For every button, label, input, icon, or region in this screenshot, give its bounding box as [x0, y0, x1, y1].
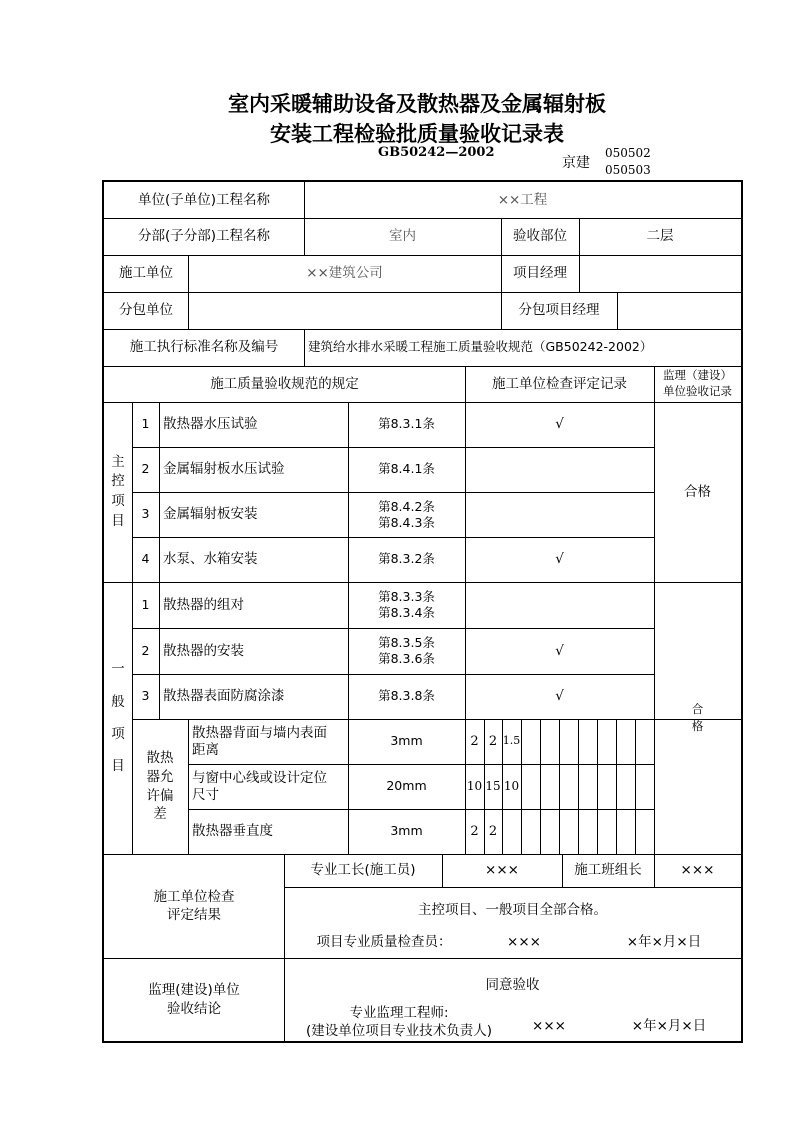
- measurement-cell: 2: [488, 823, 498, 839]
- subcontractor-label: 分包单位: [119, 302, 173, 319]
- form-title-line2: 安装工程检验批质量验收记录表: [270, 122, 564, 146]
- supervisor-check-date: ×年×月×日: [631, 1017, 707, 1034]
- general-item-clause: [348, 582, 465, 628]
- deviation-label-part: 器允: [146, 768, 174, 785]
- inspection-part-label: 验收部位: [513, 228, 567, 245]
- main-items-group-label: [104, 402, 132, 582]
- deviation-group-label: [132, 719, 188, 854]
- main-item-no: 1: [141, 416, 150, 432]
- general-item-record: √: [555, 688, 564, 705]
- general-item-name: 散热器的安装: [163, 642, 244, 659]
- sub-project-value: 室内: [389, 228, 416, 245]
- contractor-check-label-line1: 施工单位检查: [153, 888, 235, 905]
- measurement-cell: 2: [488, 733, 498, 749]
- subcontractor-value: [188, 292, 501, 329]
- main-item-record: [465, 447, 654, 492]
- supervising-engineer-label-line1: 专业监理工程师:: [349, 1005, 449, 1022]
- main-item-record: √: [555, 551, 564, 568]
- spec-column-header: 施工质量验收规范的规定: [210, 375, 359, 392]
- project-manager-value: [579, 255, 741, 292]
- deviation-name-line: 散热器背面与墙内表面: [192, 724, 327, 741]
- contractor-value: ××建筑公司: [306, 265, 383, 282]
- clause-line: 第8.4.3条: [378, 514, 435, 530]
- deviation-item-name: [188, 764, 348, 809]
- clause-line: 第8.3.8条: [378, 688, 435, 704]
- foreman-value: ×××: [485, 862, 519, 879]
- main-item-clause: [348, 447, 465, 492]
- main-item-clause: [348, 402, 465, 447]
- form-title-line1: 室内采暖辅助设备及散热器及金属辐射板: [228, 92, 606, 116]
- supervisor-check-label: [104, 958, 284, 1041]
- general-label-char: 项: [111, 726, 125, 742]
- form-code-1: 050502: [605, 146, 651, 160]
- clause-line: 第8.3.5条: [378, 635, 435, 651]
- clause-line: 第8.3.1条: [378, 416, 435, 432]
- quality-inspector-label: 项目专业质量检查员：: [316, 933, 452, 950]
- general-item-name: 散热器的组对: [163, 596, 244, 613]
- deviation-name-line: 距离: [192, 741, 219, 758]
- main-label-char: 项: [111, 493, 125, 509]
- main-item-name: 水泵、水箱安装: [163, 551, 258, 568]
- clause-line: 第8.4.2条: [378, 498, 435, 514]
- contractor-check-date: ×年×月×日: [626, 933, 702, 950]
- standard-code: GB50242—2002: [378, 145, 495, 160]
- sub-project-label: 分部(子分部)工程名称: [137, 228, 271, 245]
- general-item-no: 3: [141, 688, 150, 704]
- deviation-item-name: 散热器垂直度: [192, 823, 273, 840]
- main-item-name: 散热器水压试验: [163, 416, 258, 433]
- measurement-cell: 1.5: [502, 734, 521, 748]
- measurement-cell: 10: [503, 779, 520, 794]
- main-item-clause: [348, 492, 465, 537]
- clause-line: 第8.3.4条: [378, 605, 435, 620]
- supervising-engineer-value: ×××: [532, 1017, 566, 1034]
- general-result-char: 格: [691, 719, 704, 733]
- foreman-label: 专业工长(施工员): [310, 862, 416, 879]
- main-item-record: [465, 492, 654, 537]
- clause-line: 第8.3.3条: [378, 589, 435, 605]
- general-result-char: 合: [691, 701, 704, 716]
- contractor-check-label-line2: 评定结果: [167, 907, 221, 923]
- measurement-cell: 10: [466, 779, 483, 794]
- deviation-label-part: 差: [153, 806, 167, 823]
- main-label-char: 控: [111, 473, 125, 490]
- project-manager-label: 项目经理: [513, 265, 567, 282]
- standard-label: 施工执行标准名称及编号: [129, 339, 279, 356]
- main-item-no: 2: [141, 461, 150, 477]
- measurement-cell: 15: [485, 779, 501, 794]
- supervisor-check-label-line2: 验收结论: [167, 1000, 221, 1017]
- supervising-engineer-label-line2: (建设单位项目专业技术负责人): [305, 1023, 493, 1039]
- unit-project-label: 单位(子单位)工程名称: [137, 191, 271, 208]
- deviation-tolerance: 3mm: [390, 823, 423, 839]
- main-item-record: √: [555, 416, 564, 433]
- supervising-engineer-label: [284, 1004, 514, 1042]
- quality-inspector-value: ×××: [507, 933, 541, 950]
- sub-project-manager-value: [617, 292, 741, 329]
- main-label-char: 目: [111, 512, 125, 529]
- team-leader-value: ×××: [680, 862, 715, 879]
- general-item-clause: [348, 628, 465, 674]
- deviation-label-part: 许偏: [146, 787, 174, 804]
- unit-project-value: ××工程: [497, 191, 548, 208]
- general-item-name: 散热器表面防腐涂漆: [163, 688, 285, 705]
- inspection-part-value: 二层: [646, 228, 674, 245]
- supervisor-column-header: [654, 366, 741, 402]
- general-items-group-label: [104, 582, 132, 854]
- general-item-no: 2: [141, 642, 150, 658]
- team-leader-label: 施工班组长: [574, 862, 642, 879]
- deviation-tolerance: 20mm: [386, 778, 427, 794]
- main-label-char: 主: [111, 453, 125, 470]
- record-column-header: 施工单位检查评定记录: [492, 375, 627, 392]
- deviation-label-part: 散热: [146, 749, 174, 766]
- sub-project-manager-label: 分包项目经理: [518, 302, 600, 319]
- deviation-name-line: 尺寸: [192, 786, 219, 803]
- jing-label: 京建: [562, 155, 590, 171]
- contractor-conclusion: 主控项目、一般项目全部合格。: [418, 901, 607, 918]
- deviation-name-line: 与窗中心线或设计定位: [192, 769, 327, 786]
- contractor-label: 施工单位: [119, 265, 173, 282]
- deviation-item-name: [188, 719, 348, 764]
- general-item-no: 1: [141, 596, 150, 612]
- standard-value: 建筑给水排水采暖工程施工质量验收规范（GB50242-2002）: [308, 339, 653, 355]
- general-label-char: 目: [111, 758, 125, 775]
- main-item-name: 金属辐射板水压试验: [163, 461, 285, 478]
- supervisor-header-line1: 监理（建设）: [663, 368, 732, 383]
- main-item-no: 4: [141, 551, 150, 567]
- supervisor-conclusion: 同意验收: [485, 976, 540, 993]
- clause-line: 第8.3.2条: [378, 551, 435, 567]
- supervisor-header-line2: 单位验收记录: [663, 384, 732, 398]
- supervisor-check-label-line1: 监理(建设)单位: [148, 982, 240, 999]
- measurement-cell: 2: [470, 733, 479, 749]
- main-item-no: 3: [141, 506, 150, 522]
- general-label-char: 一: [111, 661, 125, 678]
- measurement-cell: 2: [470, 823, 479, 839]
- main-items-result: 合格: [684, 483, 711, 500]
- form-code-2: 050503: [605, 163, 651, 177]
- clause-line: 第8.4.1条: [378, 461, 435, 477]
- general-item-record: [465, 582, 654, 628]
- main-item-name: 金属辐射板安装: [163, 506, 258, 523]
- contractor-check-label: [104, 854, 284, 958]
- main-item-clause: [348, 537, 465, 582]
- clause-line: 第8.3.6条: [378, 651, 435, 666]
- general-items-result: [654, 582, 741, 854]
- general-label-char: 般: [111, 693, 125, 710]
- deviation-tolerance: 3mm: [390, 733, 423, 749]
- general-item-clause: [348, 674, 465, 719]
- general-item-record: √: [555, 642, 564, 659]
- inspection-form-table: [102, 180, 743, 1043]
